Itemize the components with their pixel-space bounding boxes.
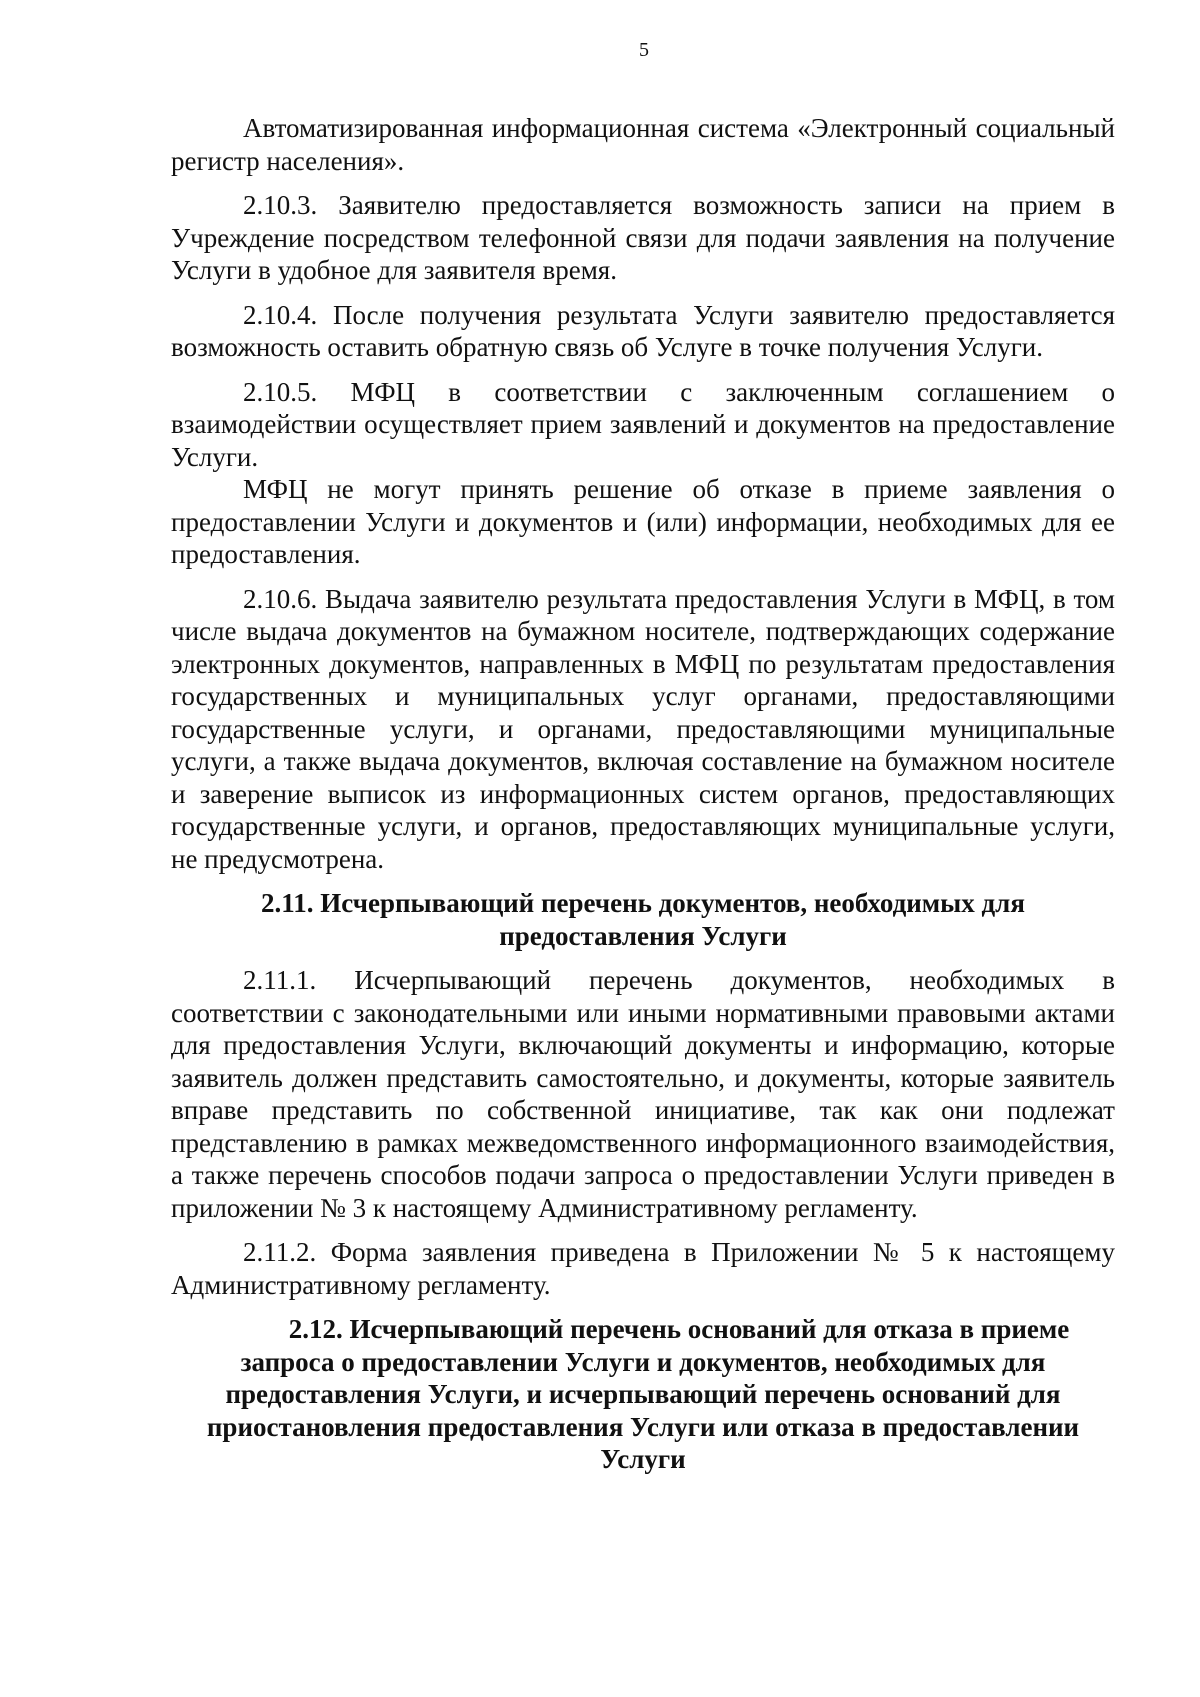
section-heading-2-11: 2.11. Исчерпывающий перечень документов, необходимых для предоставления Услуги — [261, 888, 1025, 951]
paragraph-2-11-1: 2.11.1. Исчерпывающий перечень документов, необходимых в соответствии с законодательными или иными нормативными правовыми актами для предоставления Услуги, включающий документы и информацию, которые заявитель должен представить самостоятельно, и документы, которые заявитель вправе представить по собственной инициативе, так как они подлежат представлению в рамках межведомственного информационного взаимодействия, а также перечень способов подачи запроса о предоставлении Услуги приведен в приложении № 3 к настоящему Административному регламенту. — [171, 965, 1115, 1223]
section-heading-2-12: 2.12. Исчерпывающий перечень оснований для отказа в приеме запроса о предоставлении Услуги и документов, необходимых для предоставления Услуги, и исчерпывающий перечень оснований для приостановления предоставления Услуги или отказа в предоставлении Услуги — [206, 1314, 1080, 1474]
paragraph-2-10-6: 2.10.6. Выдача заявителю результата предоставления Услуги в МФЦ, в том числе выдача документов на бумажном носителе, подтверждающих содержание электронных документов, направленных в МФЦ по результатам предоставления государственных и муниципальных услуг органами, предоставляющими государственные услуги, и органами, предоставляющими муниципальные услуги, а также выдача документов, включая составление на бумажном носителе и заверение выписок из информационных систем органов, предоставляющих государственные услуги, и органов, предоставляющих муниципальные услуги, не предусмотрена. — [171, 583, 1115, 874]
paragraph-2-10-4: 2.10.4. После получения результата Услуги заявителю предоставляется возможность оставить обратную связь об Услуге в точке получения Услуги. — [171, 299, 1115, 362]
paragraph-2-10-5: 2.10.5. МФЦ в соответствии с заключенным соглашением о взаимодействии осуществляет прием заявлений и документов на предоставление Услуги. — [171, 376, 1115, 472]
paragraph-ais-system: Автоматизированная информационная система «Электронный социальный регистр населения». — [171, 113, 1115, 176]
paragraph-2-10-3: 2.10.3. Заявителю предоставляется возможность записи на прием в Учреждение посредством телефонной связи для подачи заявления на получение Услуги в удобное для заявителя время. — [171, 190, 1115, 285]
paragraph-2-11-2: 2.11.2. Форма заявления приведена в Приложении № 5 к настоящему Административному регламенту. — [171, 1237, 1115, 1300]
page-number: 5 — [639, 39, 649, 61]
paragraph-mfc-refusal: МФЦ не могут принять решение об отказе в приеме заявления о предоставлении Услуги и документов и (или) информации, необходимых для ее предоставления. — [171, 474, 1115, 569]
document-body — [171, 112, 1115, 1476]
